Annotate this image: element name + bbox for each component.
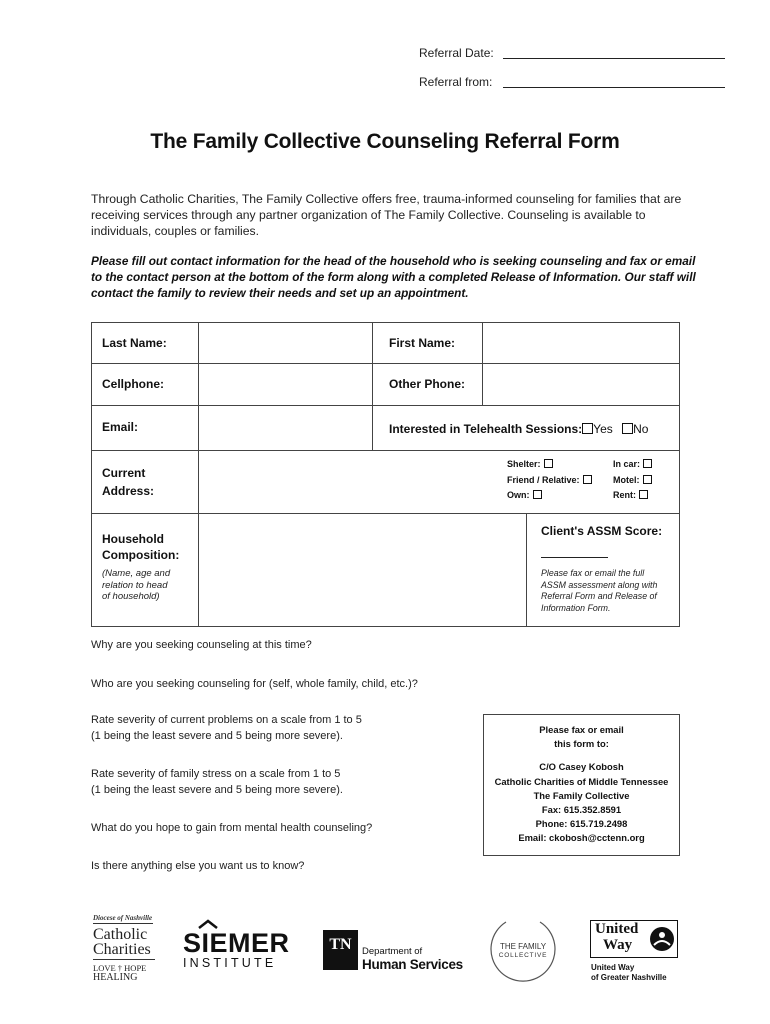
page-title: The Family Collective Counseling Referral Form bbox=[150, 130, 620, 153]
shelter-label: Shelter: bbox=[507, 459, 541, 469]
united-way-subtitle bbox=[591, 963, 667, 982]
telehealth-no-checkbox[interactable] bbox=[622, 423, 633, 434]
telehealth-yes-checkbox[interactable] bbox=[582, 423, 593, 434]
last-name-label: Last Name: bbox=[102, 336, 167, 350]
assm-score-label: Client's ASSM Score: bbox=[541, 524, 663, 538]
row-divider bbox=[91, 363, 680, 364]
tn-logo-mark: TN bbox=[323, 930, 358, 970]
contact-phone: Phone: 615.719.2498 bbox=[535, 818, 628, 830]
siemer-institute-logo bbox=[183, 924, 290, 970]
question-line: Rate severity of current problems on a scale from 1 to 5 bbox=[91, 714, 362, 726]
united-way-hand-icon bbox=[648, 925, 676, 953]
telehealth-no-label: No bbox=[633, 422, 649, 436]
cc-tagline: LOVE † HOPE bbox=[93, 963, 147, 973]
cellphone-label: Cellphone: bbox=[102, 377, 164, 391]
telehealth-yes-label: Yes bbox=[593, 422, 613, 436]
contact-program: The Family Collective bbox=[533, 789, 630, 801]
referral-from-field[interactable] bbox=[503, 87, 725, 88]
contact-box bbox=[483, 714, 680, 856]
rent-label: Rent: bbox=[613, 490, 636, 500]
residence-motel bbox=[613, 475, 652, 485]
row-divider bbox=[91, 405, 680, 406]
last-name-field[interactable] bbox=[200, 324, 370, 362]
question-line: (1 being the least severe and 5 being more severe). bbox=[91, 784, 343, 796]
cc-diocese: Diocese of Nashville bbox=[93, 914, 153, 922]
question-hope-to-gain: What do you hope to gain from mental health counseling? bbox=[91, 822, 373, 834]
question-who-counseling: Who are you seeking counseling for (self, whole family, child, etc.)? bbox=[91, 678, 418, 690]
first-name-label: First Name: bbox=[389, 336, 456, 350]
telehealth-question bbox=[389, 422, 648, 436]
assm-note-line: ASSM assessment along with bbox=[541, 579, 658, 590]
row-divider bbox=[91, 513, 680, 514]
cc-name: Catholic bbox=[93, 926, 148, 943]
contact-org: Catholic Charities of Middle Tennessee bbox=[494, 775, 669, 787]
col-divider bbox=[482, 322, 483, 405]
instructions-paragraph: Please fill out contact information for the head of the household who is seeking counseling and fax or email to the contact person at the bottom of the form along with a completed Release of Information. Our staff will contact the family to review their needs and set up an appointment. bbox=[91, 254, 696, 300]
siemer-institute: INSTITUTE bbox=[183, 956, 277, 970]
current-address-field[interactable] bbox=[200, 452, 500, 512]
household-label-2: Composition: bbox=[102, 548, 180, 562]
contact-fax: Fax: 615.352.8591 bbox=[541, 804, 622, 816]
question-line: Rate severity of family stress on a scale from 1 to 5 bbox=[91, 768, 341, 780]
cc-name: Charities bbox=[93, 942, 155, 960]
family-collective-logo bbox=[488, 914, 558, 984]
assm-note-line: Referral Form and Release of bbox=[541, 591, 657, 601]
referral-from-label: Referral from: bbox=[419, 75, 493, 89]
household-note-line: (Name, age and bbox=[102, 568, 171, 579]
question-anything-else: Is there anything else you want us to know? bbox=[91, 860, 305, 872]
own-checkbox[interactable] bbox=[533, 490, 542, 499]
assm-score-field[interactable] bbox=[541, 557, 608, 558]
cc-tagline: HEALING bbox=[93, 972, 138, 983]
household-note bbox=[102, 568, 170, 603]
household-composition-field[interactable] bbox=[200, 515, 524, 625]
email-field[interactable] bbox=[200, 407, 370, 449]
catholic-charities-logo bbox=[93, 914, 163, 983]
uw-name: United bbox=[595, 921, 639, 937]
fc-name: THE FAMILY bbox=[499, 942, 547, 951]
question-severity-problems bbox=[91, 712, 362, 744]
contact-instruction: this form to: bbox=[554, 738, 609, 750]
uw-name: Way bbox=[603, 937, 633, 953]
assm-note bbox=[541, 568, 657, 614]
tn-dept: Department of bbox=[362, 946, 423, 957]
email-label: Email: bbox=[102, 420, 139, 434]
rent-checkbox[interactable] bbox=[639, 490, 648, 499]
telehealth-label: Interested in Telehealth Sessions: bbox=[389, 422, 583, 436]
current-address-label-2: Address: bbox=[102, 484, 155, 498]
contact-name: C/O Casey Kobosh bbox=[539, 761, 624, 773]
united-way-logo bbox=[590, 920, 678, 958]
assm-note-line: Please fax or email the full bbox=[541, 568, 645, 578]
referral-date-label: Referral Date: bbox=[419, 46, 494, 60]
residence-shelter bbox=[507, 459, 553, 469]
uw-sub: of Greater Nashville bbox=[591, 972, 667, 982]
col-divider bbox=[198, 322, 199, 627]
house-roof-icon bbox=[197, 919, 219, 929]
referral-date-field[interactable] bbox=[503, 58, 725, 59]
contact-email: Email: ckobosh@cctenn.org bbox=[518, 832, 645, 844]
col-divider bbox=[526, 513, 527, 627]
household-note-line: relation to head bbox=[102, 579, 168, 591]
question-why-counseling: Why are you seeking counseling at this time? bbox=[91, 639, 312, 651]
question-severity-stress bbox=[91, 766, 343, 798]
other-phone-label: Other Phone: bbox=[389, 377, 466, 391]
first-name-field[interactable] bbox=[484, 324, 678, 362]
contact-instruction: Please fax or email bbox=[539, 724, 624, 735]
motel-checkbox[interactable] bbox=[643, 475, 652, 484]
household-note-line: of household) bbox=[102, 591, 160, 602]
other-phone-field[interactable] bbox=[484, 365, 678, 403]
residence-rent bbox=[613, 490, 648, 500]
row-divider bbox=[91, 450, 680, 451]
assm-note-line: Information Form. bbox=[541, 602, 611, 613]
own-label: Own: bbox=[507, 490, 530, 500]
residence-own bbox=[507, 490, 542, 500]
household-label-1: Household bbox=[102, 532, 164, 546]
shelter-checkbox[interactable] bbox=[544, 459, 553, 468]
friend-relative-checkbox[interactable] bbox=[583, 475, 592, 484]
question-line: (1 being the least severe and 5 being more severe). bbox=[91, 730, 343, 742]
siemer-name: SIEMER bbox=[183, 928, 290, 958]
current-address-label-1: Current bbox=[102, 466, 146, 480]
tn-human-services: Human Services bbox=[362, 957, 463, 972]
residence-in-car bbox=[613, 459, 652, 469]
cellphone-field[interactable] bbox=[200, 365, 370, 403]
uw-sub: United Way bbox=[591, 963, 635, 972]
friend-relative-label: Friend / Relative: bbox=[507, 475, 580, 485]
motel-label: Motel: bbox=[613, 475, 640, 485]
residence-friend bbox=[507, 475, 592, 485]
in-car-checkbox[interactable] bbox=[643, 459, 652, 468]
in-car-label: In car: bbox=[613, 459, 641, 469]
tn-dhs-logo bbox=[362, 946, 463, 972]
fc-name: COLLECTIVE bbox=[498, 952, 548, 959]
intro-paragraph: Through Catholic Charities, The Family Collective offers free, trauma-informed counseling for families that are receiving services through any partner organization of The Family Collective. Counseling is available to individuals, couples or families. bbox=[91, 192, 682, 238]
col-divider bbox=[372, 322, 373, 450]
